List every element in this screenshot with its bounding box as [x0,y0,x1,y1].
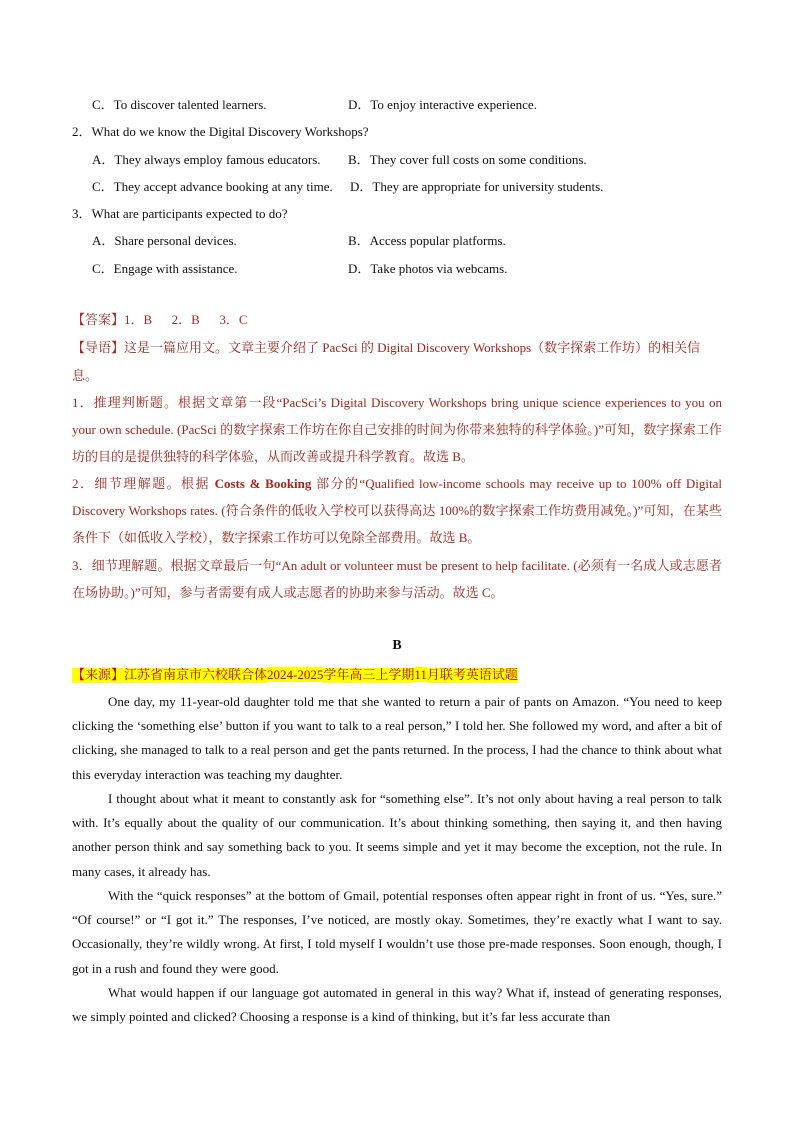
costs-booking-term: Costs & Booking [214,476,312,491]
answer-text: 1．B 2．B 3．C [124,312,248,327]
answer-label: 【答案】 [72,313,125,328]
passage-paragraph-4: What would happen if our language got automated in general in this way? What if, instead of generating responses, we simply pointed and clicked? Choosing a response is a kind of thinking, but it’s far less accurate than [72,985,722,1025]
section-heading-b: B [392,638,402,653]
source-part-3: 学年高三上学期 [323,668,415,683]
q3-option-b: B．Access popular platforms. [348,233,506,248]
q2-stem: 2．What do we know the Digital Discovery Workshops? [72,124,369,139]
source-part-2: 2024-2025 [267,667,324,682]
source-part-1: 江苏省南京市六校联合体 [124,668,268,683]
explanation-2-post: 部分的“Qualified low-income schools may receive up to 100% off Digital Discovery Workshops rates. (符合条件的低收入学校可以获得高达 100%的数字探索工作坊费用减免。)”可知，在某些条件下（如低收入学校），数字探索工作坊可以免除全部费用。故选 B。 [72,476,722,545]
q1-option-d: D．To enjoy interactive experience. [348,97,537,112]
passage-paragraph-3: With the “quick responses” at the bottom of Gmail, potential responses often appear right in front of us. “Yes, sure.” “Of course!” or “I got it.” The responses, I’ve noticed, are mostly okay. Sometimes, they’re exactly what I want to say. Occasionally, they’re wildly wrong. At first, I told myself I wouldn’t use those pre-made responses. Soon enough, though, I got in a rush and found they were good. [72,888,722,976]
q1-option-c: C．To discover talented learners. [92,97,267,112]
q2-option-b: B．They cover full costs on some conditions. [348,152,587,167]
explanation-3: 3．细节理解题。根据文章最后一句“An adult or volunteer must be present to help facilitate. (必须有一名成人或志愿者在场协助。)”可知，参与者需要有成人或志愿者的协助来参与活动。故选 C。 [72,558,722,600]
passage-paragraph-1: One day, my 11-year-old daughter told me that she wanted to return a pair of pants on Amazon. “You need to keep clicking the ‘something else’ button if you want to talk to a real person,” I told her. She followed my word, and after a bit of clicking, she managed to talk to a real person and get the pants returned. In the process, I had the chance to think about what this everyday interaction was teaching my daughter. [72,694,722,782]
source-line [72,666,518,685]
q3-stem: 3．What are participants expected to do? [72,206,288,221]
q3-option-a: A．Share personal devices. [92,233,237,248]
q2-option-a: A．They always employ famous educators. [92,152,321,167]
q2-option-d: D．They are appropriate for university students. [350,179,604,194]
q3-option-c: C．Engage with assistance. [92,261,238,276]
guide-intro [72,334,722,389]
source-part-4: 11 [414,667,427,682]
q3-option-d: D．Take photos via webcams. [348,261,508,276]
explanation-2 [72,470,722,551]
source-label: 【来源】 [72,668,125,683]
answer-line [72,312,248,329]
guide-label: 【导语】 [72,341,125,356]
explanation-1: 1．推理判断题。根据文章第一段“PacSci’s Digital Discovery Workshops bring unique science experiences to you on your own schedule. (PacSci 的数字探索工作坊在你自己安排的时间为你带来独特的科学体验。)”可知，数字探索工作坊的目的是提供独特的科学体验，从而改善或提升科学教育。故选 B。 [72,395,722,464]
passage-paragraph-2: I thought about what it meant to constantly ask for “something else”. It’s not only about having a real person to talk with. It’s equally about the quality of our communication. It’s about thinking something, then saying it, and then having another person think and say something back to you. It seems simple and yet it may become the exception, not the rule. In many cases, it already has. [72,791,722,879]
q2-option-c: C．They accept advance booking at any time. [92,179,333,194]
source-part-5: 月联考英语试题 [426,668,518,683]
guide-intro-text: 这是一篇应用文。文章主要介绍了 PacSci 的 Digital Discovery Workshops（数字探索工作坊）的相关信息。 [72,340,701,383]
explanation-2-pre: 2．细节理解题。根据 [72,476,215,491]
